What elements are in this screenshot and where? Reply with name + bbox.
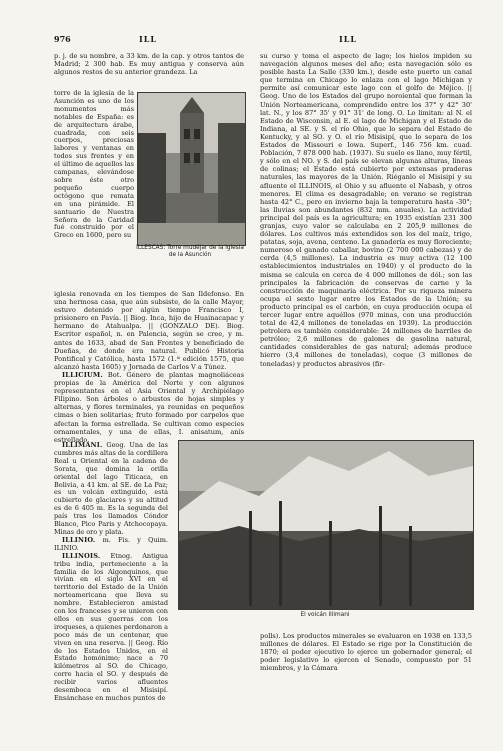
photo1-caption: ILLESCAS: Torre mudéjar de la iglesia de la Asunción: [136, 245, 244, 258]
running-head-right: ILL: [339, 34, 357, 44]
entry-illinio: ILLINIO. m. Fis. y Quim. ILINIO.: [54, 535, 168, 552]
tower-photo-graphic: [138, 93, 245, 245]
right-column-bottom: polls). Los productos minerales se evaluaron en 1938 en 133,5 millones de dólares. El Estado se rige por la Constitución de 1870; el poder ejecutivo lo ejerce un gobernador general; el poder legislativo lo ejercen el Senado, compuesto por 51 miembros, y la Cámara: [260, 632, 472, 673]
running-head-left: ILL: [139, 34, 157, 44]
page-number: 976: [54, 34, 71, 44]
left-column-body: iglesia renovada en los tiempos de San Ildefonso. En una hermosa casa, que aún subsiste, de la calle Mayor, estuvo detenido por algún tiempo Francisco I, prisionero en Pavía. || Biog. Inca, hijo de Huainacapac y hermano de Atahualpa. || (GONZALO DE). Biog. Escritor español, n. en Palencia, según se cree, y m. antes de 1633, abad de San Frontes y beneficiado de Dueñas, de donde era natural. Publicó Historia Pontifical y Católica, hasta 1572 (1.ª edición 1575, que alcanzó hasta 1605) y Jornada de Carlos V a Túnez. ILLICIUM. Bot. Género de plantas magnoliáceas propias de la América del Norte y con algunos representantes en el Asia Oriental y Archipiélago Filipino. Son árboles o arbustos de hojas simples y alternas, y flores terminales, ya reunidas en pequeños cimas o bien solitarias; fruto formado por carpelos que afectan la forma estrellada. Se cultivan como especies ornamentales, y una de ellas, I. anisatum, anís estrellado.: [54, 290, 244, 444]
left-column-lower: [54, 441, 168, 702]
entry-illimani: ILLIMANI. Geog. Una de las cumbres más altas de la cordillera Real u Oriental en la cadena de Sorata, que domina la orilla oriental del lago Titicaca, en Bolivia, a 41 km. al SE. de La Paz; es un volcán extinguido, está cubierto de glaciares y su altitud es de 6 405 m. Es la segunda del país tras los llamados Cóndor Blanco, Pico Paris y Atchocopaya. Minas de oro y plata.: [54, 441, 168, 536]
left-column-intro: p. j. de su nombre, a 33 km. de la cap. y otros tantos de Madrid; 2 300 hab. Es muy antigua y conserva aún algunos restos de su anterior grandeza. La: [54, 52, 244, 77]
page-header: [54, 34, 463, 46]
volcano-photo-graphic: [179, 441, 473, 609]
right-column-body: su curso y toma el aspecto de lago; los hielos impiden su navegación algunos meses del año; esta navegación sólo es posible hasta La Salle (330 km.), desde este puerto un canal que termina en Chicago lo enlaza con el lago Michigan y permite así comunicar este lago con el golfo de Méjico. || Geog. Uno de los Estados del grupo noroiental que forman la Unión Norteamericana, comprendido entre los 37° y 42° 30' lat. N., y los 87° 35' y 91° 31' de long. O. Lo limitan: al N. el Estado de Wisconsin, al E. el lago de Michigan y el Estado de Indiana, al SE. y S. el río Ohio, que lo separa del Estado de Kentucky, y al SO. y O. el río Misisipí, que lo separa de los Estados de Missouri e Iowa. Superf., 146 756 km. cuad. Población, 7 878 000 hab. (1937). Su suelo es llano, muy fértil, y sólo en el NO. y S. del país se elevan algunas alturas, líneas de colinas; el Estado está cubierto por extensas praderas naturales, las mayores de la Unión. Riéganlo el Misisipí y su afluente el ILLINOIS, el Ohio y su afluente el Nabash, y otros menores. El clima es desagradable; en verano se registran hasta 42° C., pero en invierno baja la temperatura hasta -30°; las lluvias son abundantes (832 mm. anuales). La actividad principal del país es la agricultura; en 1935 existían 231 300 granjas, cuyo valor se calculaba en 2 205,9 millones de dólares. Los cultivos más extendidos son los del maíz, trigo, patatas, soja, avena, centeno. La ganadería es muy floreciente; numeroso el ganado caballar, bovino (2 700 000 cabezas) y de cerda (4,5 millones). La industria es muy activa (12 100 establecimientos industriales en 1940) y el producto de la misma se calcula en cerca de 4 000 millones de dól.; son las principales la fabricación de conservas de carne y la construcción de maquinaria eléctrica. Por su riqueza minera ocupa el sexto lugar entre los Estados de la Unión; su producto principal es el carbón, en cuya producción ocupa el tercer lugar entre aquéllos (970 minas, con una producción total de 42,4 millones de toneladas en 1939). La producción petrolera es también considerable: 24 millones de barriles de petróleo; 2,6 millones de galones de gasolina natural, cantidades considerables de gas natural; además produce hierro (3,4 millones de toneladas), coque (3 millones de toneladas) y productos abrasivos (fir-: [260, 52, 472, 368]
left-column-narrow: torre de la iglesia de la Asunción es uno de los monumentos más notables de España: es de arquitectura árabe, cuadrada, con seis cuerpos, preciosas labores y ventanas en todos sus frentes y en el último de aquellos las campanas, elevándose sobre éste otro pequeño cuerpo octógono que remata en una pirámide. El santuario de Nuestra Señora de la Caridad fué construido por el Greco en 1600, pero su: [54, 89, 134, 240]
entry-illinois: ILLINOIS. Etnog. Antigua tribu india, perteneciente a la familia de los Algonquinos, que vivían en el siglo XVI en el territorio del Estado de la Unión norteamericana que lleva su nombre. Establecieron amistad con los franceses y se unieron con ellos en sus guerras con los iroqueses, a quienes perdonaron a poco más de un centenar, que viven en una reserva. || Geog. Río de los Estados Unidos, en el Estado homónimo; nace a 70 kilómetros al SO. de Chicago, corre hacia el SO. y después de recibir varios afluentes desemboca en el Misisipí. Ensánchase en muchos puntos de: [54, 551, 168, 702]
illescas-tower-photo: [137, 92, 246, 246]
entry-illicium: ILLICIUM. Bot. Género de plantas magnoliáceas propias de la América del Norte y con algunos representantes en el Asia Oriental y Archipiélago Filipino. Son árboles o arbustos de hojas simples y alternas, y flores terminales, ya reunidas en pequeños cimas o bien solitarias; fruto formado por carpelos que afectan la forma estrellada. Se cultivan como especies ornamentales, y una de ellas, I. anisatum, anís estrellado.: [54, 370, 244, 444]
photo2-caption: El volcán Illimani: [300, 612, 350, 618]
illimani-volcano-photo: [178, 440, 474, 610]
